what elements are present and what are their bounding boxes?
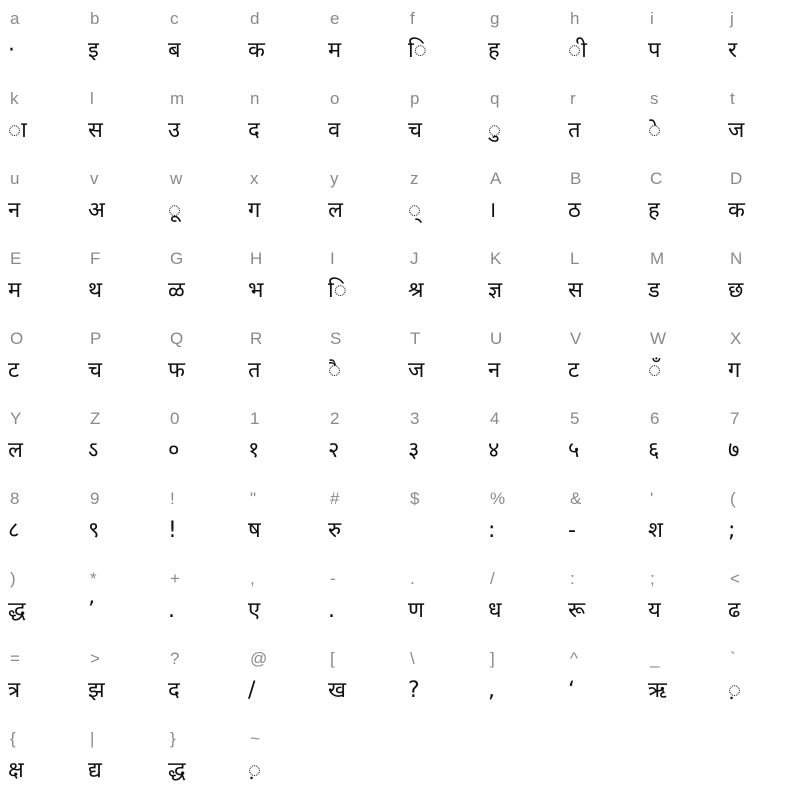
char-cell <box>240 320 320 400</box>
glyph: न <box>488 358 501 383</box>
key-label: N <box>730 249 743 268</box>
key-label: v <box>90 169 99 188</box>
char-cell <box>80 560 160 640</box>
char-cell <box>0 160 80 240</box>
key-label: h <box>570 9 580 28</box>
key-label: / <box>490 569 495 588</box>
char-cell <box>480 400 560 480</box>
key-label: H <box>250 249 263 268</box>
char-cell <box>480 320 560 400</box>
key-label: a <box>10 9 20 28</box>
glyph: थ <box>88 278 103 303</box>
glyph: रु <box>328 518 342 543</box>
char-cell <box>560 400 640 480</box>
char-cell <box>320 400 400 480</box>
char-cell <box>400 400 480 480</box>
key-label: k <box>10 89 19 108</box>
key-label: ^ <box>570 649 578 668</box>
glyph: अ <box>88 198 105 223</box>
char-cell <box>160 320 240 400</box>
glyph: य <box>648 598 661 623</box>
glyph: ख <box>328 678 346 703</box>
glyph: ल <box>328 198 343 223</box>
char-cell <box>560 320 640 400</box>
key-label: : <box>570 569 575 588</box>
char-cell <box>0 400 80 480</box>
key-label: S <box>330 329 342 348</box>
char-cell <box>0 80 80 160</box>
glyph: . <box>168 598 175 623</box>
glyph: श्र <box>408 278 424 303</box>
key-label: J <box>410 249 419 268</box>
glyph: । <box>488 198 497 223</box>
char-cell <box>640 640 720 720</box>
key-label: E <box>10 249 22 268</box>
glyph: ६ <box>648 438 660 463</box>
key-label: ~ <box>250 729 260 748</box>
glyph: रू <box>568 598 586 623</box>
glyph: श <box>648 518 663 543</box>
glyph: / <box>248 678 256 703</box>
char-cell <box>320 640 400 720</box>
char-cell <box>480 640 560 720</box>
glyph: म <box>328 38 342 63</box>
key-label: 9 <box>90 489 100 508</box>
char-cell <box>160 720 240 800</box>
glyph: ट <box>8 358 20 383</box>
char-cell <box>720 80 800 160</box>
glyph: · <box>8 38 15 63</box>
char-cell <box>640 80 720 160</box>
glyph: ‘ <box>568 678 575 703</box>
glyph: क <box>728 198 745 223</box>
key-label: g <box>490 9 500 28</box>
char-cell <box>480 160 560 240</box>
char-cell <box>160 640 240 720</box>
key-label: F <box>90 249 101 268</box>
key-label: 0 <box>170 409 180 428</box>
glyph: ऋ <box>648 678 667 703</box>
char-cell <box>400 480 480 560</box>
key-label: U <box>490 329 503 348</box>
key-label: z <box>410 169 419 188</box>
char-cell <box>160 0 240 80</box>
key-label: R <box>250 329 263 348</box>
glyph: ा <box>8 118 27 143</box>
key-label: W <box>650 329 667 348</box>
glyph: ८ <box>8 518 20 543</box>
key-label: % <box>490 489 506 508</box>
key-label: c <box>170 9 179 28</box>
char-cell <box>480 480 560 560</box>
glyph: त्र <box>8 678 21 703</box>
key-label: m <box>170 89 185 108</box>
key-label: j <box>730 9 734 28</box>
key-label: u <box>10 169 20 188</box>
glyph: ध <box>488 598 502 623</box>
key-label: i <box>650 9 654 28</box>
char-cell <box>80 80 160 160</box>
glyph: ४ <box>488 438 500 463</box>
glyph: त <box>568 118 581 143</box>
char-cell <box>480 80 560 160</box>
key-label: r <box>570 89 576 108</box>
key-label: 7 <box>730 409 740 428</box>
char-cell <box>560 240 640 320</box>
char-cell <box>320 560 400 640</box>
char-cell <box>160 480 240 560</box>
glyph: ९ <box>88 518 100 543</box>
char-cell <box>0 480 80 560</box>
char-cell <box>160 240 240 320</box>
glyph: ब <box>168 38 181 63</box>
char-cell <box>320 240 400 320</box>
char-cell <box>400 160 480 240</box>
key-label: < <box>730 569 740 588</box>
key-label: _ <box>650 649 660 668</box>
glyph: ज्ञ <box>488 278 503 303</box>
glyph: े <box>648 118 662 143</box>
key-label: = <box>10 649 20 668</box>
glyph: द <box>168 678 180 703</box>
char-cell <box>0 720 80 800</box>
glyph: ३ <box>408 438 420 463</box>
key-label: B <box>570 169 582 188</box>
key-label: P <box>90 329 102 348</box>
glyph: क्ष <box>8 758 24 783</box>
char-cell <box>560 640 640 720</box>
glyph: द्ध <box>8 598 26 623</box>
char-cell <box>240 560 320 640</box>
glyph: ज <box>408 358 425 383</box>
key-label: ! <box>170 489 175 508</box>
glyph: ढ <box>728 598 741 623</box>
char-cell <box>480 0 560 80</box>
key-label: X <box>730 329 742 348</box>
glyph: र <box>728 38 737 63</box>
char-cell <box>400 80 480 160</box>
key-label: ? <box>170 649 180 668</box>
glyph: २ <box>328 438 340 463</box>
char-cell <box>720 400 800 480</box>
char-cell <box>0 0 80 80</box>
char-cell <box>640 240 720 320</box>
char-cell <box>240 160 320 240</box>
glyph: द्ध <box>168 758 186 783</box>
char-cell <box>720 0 800 80</box>
glyph: ू <box>168 198 182 223</box>
glyph: ग <box>248 198 261 223</box>
char-cell <box>0 560 80 640</box>
char-cell <box>720 240 800 320</box>
key-label: l <box>90 89 94 108</box>
glyph: ड <box>648 278 660 303</box>
key-label: > <box>90 649 100 668</box>
key-label: D <box>730 169 743 188</box>
char-cell <box>400 640 480 720</box>
glyph: ! <box>168 518 177 543</box>
key-label: 3 <box>410 409 420 428</box>
key-label: 5 <box>570 409 580 428</box>
glyph: ट <box>568 358 580 383</box>
glyph: न <box>8 198 21 223</box>
glyph: ह <box>648 198 660 223</box>
glyph: इ <box>88 38 99 63</box>
key-label: ' <box>650 489 654 508</box>
char-cell <box>240 480 320 560</box>
glyph: ँ <box>648 358 662 383</box>
key-label: n <box>250 89 260 108</box>
key-label: Y <box>10 409 22 428</box>
key-label: 4 <box>490 409 500 428</box>
char-cell <box>400 240 480 320</box>
glyph: ु <box>488 118 502 143</box>
char-cell <box>640 320 720 400</box>
char-cell <box>320 160 400 240</box>
key-label: V <box>570 329 582 348</box>
key-label: . <box>410 569 415 588</box>
char-cell <box>0 240 80 320</box>
char-cell <box>400 0 480 80</box>
glyph: ल <box>8 438 23 463</box>
key-label: - <box>330 569 336 588</box>
char-cell <box>640 400 720 480</box>
glyph: प <box>648 38 661 63</box>
glyph: स <box>568 278 583 303</box>
char-cell <box>240 400 320 480</box>
key-label: f <box>410 9 415 28</box>
glyph: ज <box>728 118 745 143</box>
key-label: 1 <box>250 409 260 428</box>
char-cell <box>320 320 400 400</box>
glyph: ् <box>408 198 422 223</box>
char-cell <box>400 560 480 640</box>
char-cell <box>160 400 240 480</box>
key-label: L <box>570 249 580 268</box>
glyph: द <box>248 118 260 143</box>
key-label: & <box>570 489 582 508</box>
glyph: छ <box>728 278 744 303</box>
glyph: च <box>408 118 422 143</box>
key-label: @ <box>250 649 268 668</box>
char-cell <box>240 240 320 320</box>
glyph: - <box>568 518 576 543</box>
char-cell <box>560 560 640 640</box>
glyph: ि <box>328 278 347 303</box>
key-label: T <box>410 329 421 348</box>
char-cell <box>320 80 400 160</box>
glyph: व <box>328 118 341 143</box>
key-label: " <box>250 489 257 508</box>
key-label: I <box>330 249 335 268</box>
key-label: 6 <box>650 409 660 428</box>
key-label: ` <box>730 649 736 668</box>
glyph: ठ <box>568 198 581 223</box>
key-label: [ <box>330 649 335 668</box>
char-cell <box>400 320 480 400</box>
key-label: s <box>650 89 659 108</box>
key-label: 2 <box>330 409 340 428</box>
char-cell <box>240 720 320 800</box>
glyph: च <box>88 358 102 383</box>
char-cell <box>80 160 160 240</box>
char-cell <box>720 320 800 400</box>
char-cell <box>560 0 640 80</box>
char-cell <box>720 640 800 720</box>
char-cell <box>640 160 720 240</box>
char-cell <box>160 160 240 240</box>
key-label: A <box>490 169 502 188</box>
glyph: ी <box>568 38 587 63</box>
key-label: # <box>330 489 340 508</box>
char-cell <box>160 560 240 640</box>
key-label: 8 <box>10 489 20 508</box>
key-label: { <box>10 729 16 748</box>
glyph: ़ <box>248 758 262 783</box>
key-label: } <box>170 729 176 748</box>
char-cell <box>480 240 560 320</box>
key-label: C <box>650 169 663 188</box>
glyph: झ <box>88 678 105 703</box>
glyph: ष <box>248 518 261 543</box>
char-cell <box>240 80 320 160</box>
key-label: b <box>90 9 100 28</box>
glyph: ळ <box>168 278 185 303</box>
glyph: द्य <box>88 758 102 783</box>
key-label: , <box>250 569 255 588</box>
key-label: y <box>330 169 339 188</box>
glyph: ? <box>408 678 420 703</box>
char-cell <box>560 480 640 560</box>
glyph: ग <box>728 358 741 383</box>
glyph: ए <box>248 598 261 623</box>
glyph: ह <box>488 38 500 63</box>
glyph: म <box>8 278 22 303</box>
char-cell <box>80 0 160 80</box>
char-cell <box>80 480 160 560</box>
key-label: ( <box>730 489 736 508</box>
key-label: * <box>90 569 97 588</box>
char-cell <box>0 320 80 400</box>
char-cell <box>80 240 160 320</box>
glyph: : <box>488 518 496 543</box>
key-label: Q <box>170 329 184 348</box>
glyph: फ <box>168 358 185 383</box>
key-label: w <box>170 169 183 188</box>
char-cell <box>240 640 320 720</box>
key-label: O <box>10 329 24 348</box>
glyph: क <box>248 38 265 63</box>
glyph: . <box>328 598 335 623</box>
char-cell <box>720 480 800 560</box>
glyph: ै <box>328 358 342 383</box>
key-label: M <box>650 249 665 268</box>
char-cell <box>560 80 640 160</box>
char-cell <box>320 480 400 560</box>
glyph: १ <box>248 438 260 463</box>
glyph: ५ <box>568 438 580 463</box>
char-cell <box>720 160 800 240</box>
key-label: t <box>730 89 735 108</box>
char-cell <box>80 640 160 720</box>
char-cell <box>80 400 160 480</box>
glyph: ऽ <box>88 438 99 463</box>
glyph: भ <box>248 278 264 303</box>
key-label: q <box>490 89 500 108</box>
key-label: G <box>170 249 184 268</box>
char-cell <box>560 160 640 240</box>
glyph: ७ <box>728 438 740 463</box>
char-cell <box>640 0 720 80</box>
key-label: | <box>90 729 95 748</box>
glyph: उ <box>168 118 181 143</box>
char-cell <box>640 480 720 560</box>
glyph: ० <box>168 438 180 463</box>
glyph: ़ <box>728 678 742 703</box>
key-label: \ <box>410 649 415 668</box>
key-label: x <box>250 169 259 188</box>
glyph: ि <box>408 38 427 63</box>
key-label: d <box>250 9 260 28</box>
char-cell <box>320 0 400 80</box>
char-cell <box>480 560 560 640</box>
char-cell <box>640 560 720 640</box>
key-label: o <box>330 89 340 108</box>
key-label: p <box>410 89 420 108</box>
key-label: + <box>170 569 180 588</box>
key-label: e <box>330 9 340 28</box>
char-cell <box>240 0 320 80</box>
key-label: K <box>490 249 502 268</box>
char-cell <box>720 560 800 640</box>
char-cell <box>160 80 240 160</box>
glyph: स <box>88 118 103 143</box>
key-label: ) <box>10 569 16 588</box>
key-label: $ <box>410 489 420 508</box>
char-cell <box>0 640 80 720</box>
glyph: ’ <box>88 598 95 623</box>
key-label: ; <box>650 569 655 588</box>
glyph: ण <box>408 598 424 623</box>
key-label: Z <box>90 409 101 428</box>
char-cell <box>80 320 160 400</box>
char-cell <box>80 720 160 800</box>
key-label: ] <box>490 649 495 668</box>
glyph: ; <box>728 518 736 543</box>
glyph: त <box>248 358 261 383</box>
glyph: , <box>488 678 495 703</box>
